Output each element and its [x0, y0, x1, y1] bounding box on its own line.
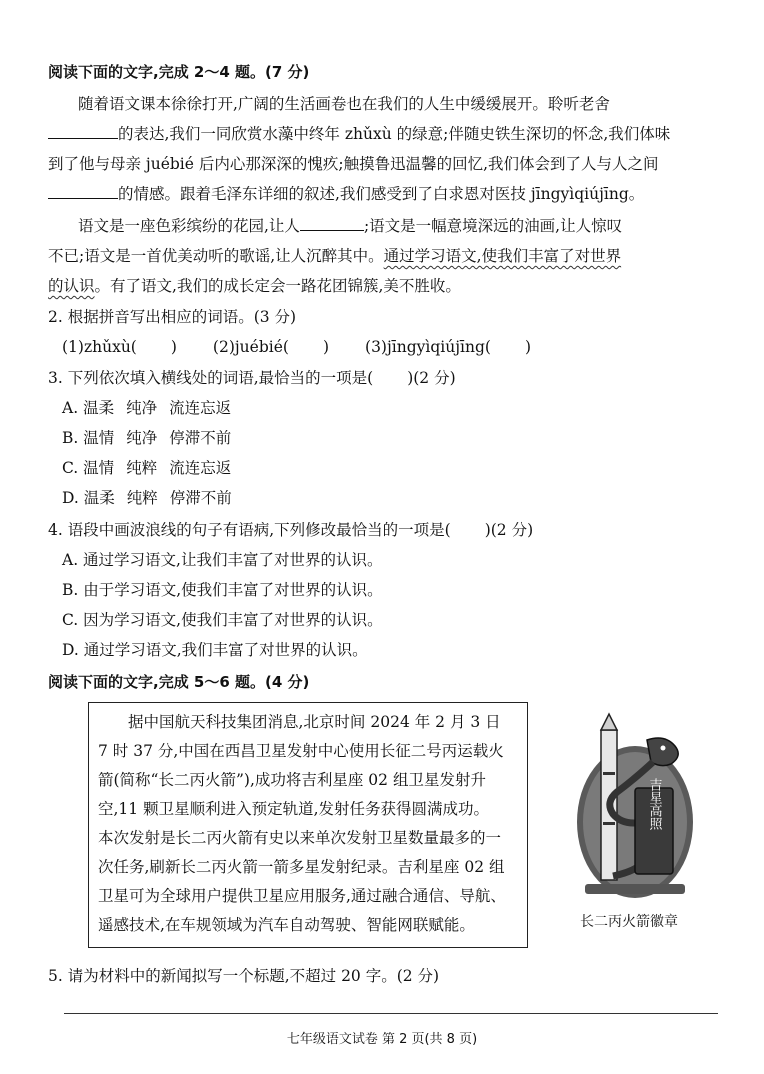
footer-divider	[64, 1013, 718, 1014]
answer-b-label: (2)juébié(	[212, 338, 289, 356]
wavy-underlined-sentence: 通过学习语文,使我们丰富了对世界	[383, 247, 622, 265]
passage-line	[78, 216, 622, 236]
news-box	[88, 702, 528, 948]
option-a[interactable]: A. 温柔 纯净 流连忘返	[62, 399, 232, 417]
passage-line: 到了他与母亲 juébié 后内心那深深的愧疚;触摸鲁迅温馨的回忆,我们体会到了人与人之间	[48, 155, 659, 173]
question-5-title: 5. 请为材料中的新闻拟写一个标题,不超过 20 字。(2 分)	[48, 967, 440, 985]
question-2-title: 2. 根据拼音写出相应的词语。(3 分)	[48, 308, 297, 326]
rocket-badge-icon	[575, 712, 695, 902]
question-3-title: 3. 下列依次填入横线处的词语,最恰当的一项是( )(2 分)	[48, 369, 456, 387]
option-a[interactable]: A. 通过学习语文,让我们丰富了对世界的认识。	[62, 551, 383, 569]
passage-text: 的表达,我们一同欣赏水藻中终年 zhǔxù 的绿意;伴随史铁生深切的怀念,我们体味	[118, 125, 671, 143]
section-heading-1: 阅读下面的文字,完成 2～4 题。(7 分)	[48, 63, 310, 81]
wavy-underlined-sentence: 的认识	[48, 277, 95, 295]
passage-line: 随着语文课本徐徐打开,广阔的生活画卷也在我们的人生中缓缓展开。聆听老舍	[78, 95, 610, 113]
blank-line[interactable]	[48, 124, 118, 139]
badge-banner-text: 吉星高照	[646, 778, 662, 830]
passage-text: 。有了语文,我们的成长定会一路花团锦簇,美不胜收。	[94, 277, 461, 295]
badge-caption: 长二丙火箭徽章	[580, 914, 678, 930]
news-line: 遥感技术,在车规领域为汽车自动驾驶、智能网联赋能。	[98, 916, 475, 934]
passage-line	[48, 276, 461, 296]
page-footer: 七年级语文试卷 第 2 页(共 8 页)	[286, 1032, 478, 1047]
section-heading-2: 阅读下面的文字,完成 5～6 题。(4 分)	[48, 673, 310, 691]
option-d[interactable]: D. 温柔 纯粹 停滞不前	[62, 489, 232, 507]
option-c[interactable]: C. 温情 纯粹 流连忘返	[62, 459, 232, 477]
option-b[interactable]: B. 温情 纯净 停滞不前	[62, 429, 232, 447]
passage-text: 语文是一座色彩缤纷的花园,让人	[78, 217, 300, 235]
option-c[interactable]: C. 因为学习语文,使我们丰富了对世界的认识。	[62, 611, 383, 629]
passage-line	[48, 246, 621, 266]
option-d[interactable]: D. 通过学习语文,我们丰富了对世界的认识。	[62, 641, 368, 659]
news-line: 本次发射是长二丙火箭有史以来单次发射卫星数量最多的一	[98, 829, 502, 847]
news-line: 据中国航天科技集团消息,北京时间 2024 年 2 月 3 日	[128, 713, 501, 731]
answer-c-label: (3)jīngyìqiújīng(	[365, 338, 491, 356]
passage-text: 不已;语文是一首优美动听的歌谣,让人沉醉其中。	[48, 247, 384, 265]
passage-line	[48, 124, 670, 144]
passage-text: 的情感。跟着毛泽东详细的叙述,我们感受到了白求恩对医技 jīngyìqiújīng。	[118, 185, 645, 203]
passage-text: ;语文是一幅意境深远的油画,让人惊叹	[363, 217, 623, 235]
question-4-title: 4. 语段中画波浪线的句子有语病,下列修改最恰当的一项是( )(2 分)	[48, 521, 534, 539]
question-2-answers: (1)zhǔxù( ) (2)juébié( ) (3)jīngyìqiújīng( )	[62, 338, 531, 356]
option-b[interactable]: B. 由于学习语文,使我们丰富了对世界的认识。	[62, 581, 383, 599]
news-line: 7 时 37 分,中国在西昌卫星发射中心使用长征二号丙运载火	[98, 742, 504, 760]
blank-line[interactable]	[300, 216, 364, 231]
news-line: 箭(简称“长二丙火箭”),成功将吉利星座 02 组卫星发射升	[98, 771, 486, 789]
news-line: 卫星可为全球用户提供卫星应用服务,通过融合通信、导航、	[98, 887, 506, 905]
news-line: 次任务,刷新长二丙火箭一箭多星发射纪录。吉利星座 02 组	[98, 858, 505, 876]
passage-line	[48, 184, 644, 204]
answer-a-label: (1)zhǔxù(	[62, 338, 137, 356]
news-line: 空,11 颗卫星顺利进入预定轨道,发射任务获得圆满成功。	[98, 800, 490, 818]
blank-line[interactable]	[48, 184, 118, 199]
